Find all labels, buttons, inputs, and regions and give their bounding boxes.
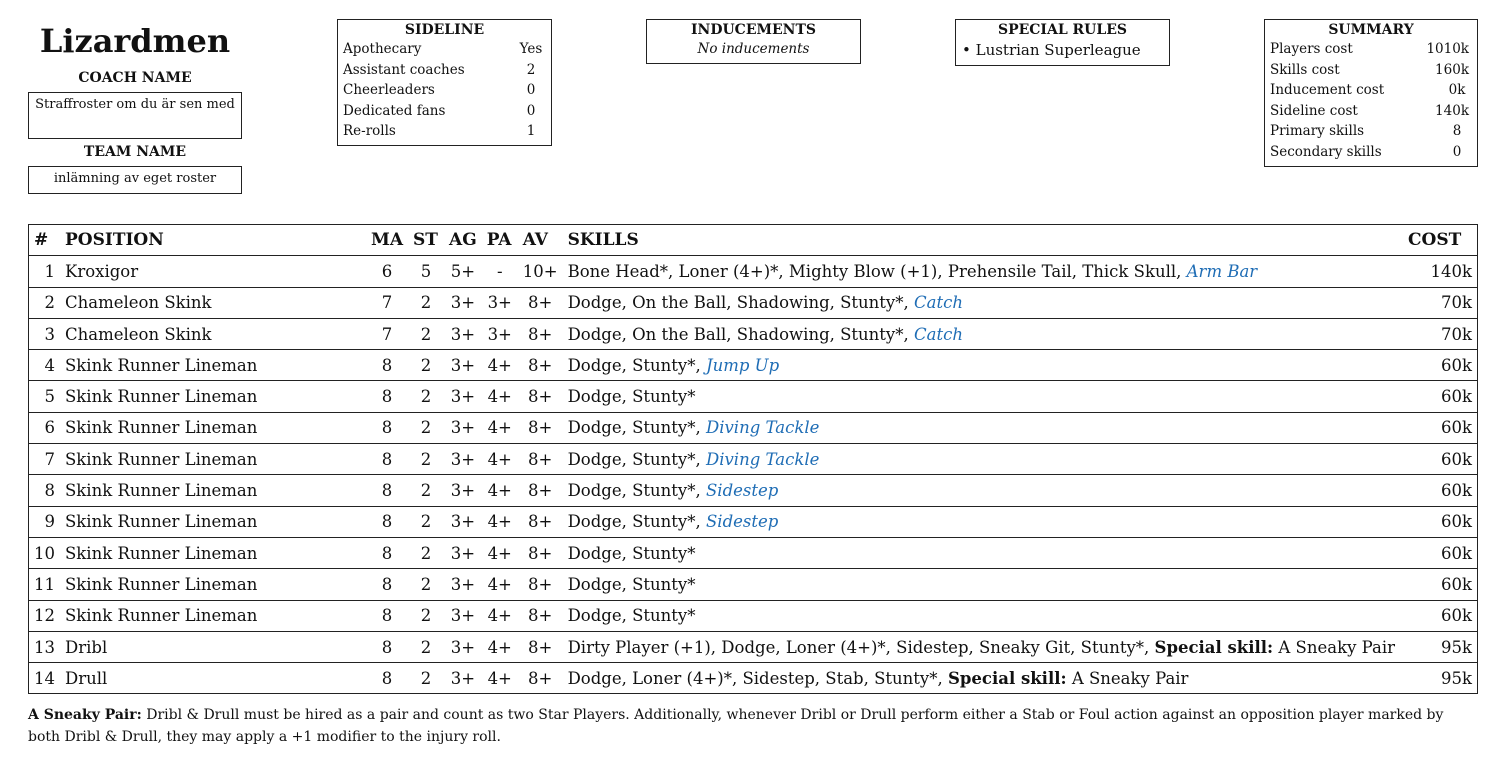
cell-ag: 5+ <box>444 256 482 287</box>
cell-ag: 3+ <box>444 631 482 662</box>
skills-text: Dodge, Stunty*, <box>567 449 706 469</box>
advancement-skill: Sidestep <box>705 481 779 501</box>
cell-av: 8+ <box>518 537 563 568</box>
skills-text: Bone Head*, Loner (4+)*, Mighty Blow (+1), Prehensile Tail, Thick Skull, <box>567 261 1187 281</box>
cell-number: 13 <box>29 631 61 662</box>
advancement-skill: Jump Up <box>705 355 780 375</box>
cell-pa: 4+ <box>482 506 518 537</box>
cell-av: 8+ <box>518 287 563 318</box>
cell-position: Skink Runner Lineman <box>60 600 366 631</box>
cell-pa: 4+ <box>482 350 518 381</box>
cell-skills <box>563 381 1403 412</box>
cell-number: 8 <box>29 475 61 506</box>
roster-header-row <box>29 225 1478 256</box>
cell-position: Skink Runner Lineman <box>60 381 366 412</box>
col-skills: SKILLS <box>563 225 1403 256</box>
cell-pa: 4+ <box>482 537 518 568</box>
cell-position: Drull <box>60 663 366 694</box>
cell-ag: 3+ <box>444 475 482 506</box>
cell-pa: 4+ <box>482 663 518 694</box>
cell-position: Skink Runner Lineman <box>60 475 366 506</box>
cell-skills <box>563 475 1403 506</box>
table-row <box>29 600 1478 631</box>
cell-ma: 8 <box>366 569 408 600</box>
inducements-box <box>646 19 861 64</box>
cell-av: 8+ <box>518 569 563 600</box>
summary-value: 1010k <box>1426 41 1469 57</box>
cell-position: Skink Runner Lineman <box>60 350 366 381</box>
skills-text: Dodge, Stunty*, <box>567 512 706 532</box>
sideline-value: 0 <box>526 82 536 98</box>
cell-pa: 3+ <box>482 318 518 349</box>
cell-st: 2 <box>408 475 444 506</box>
summary-value: 8 <box>1452 123 1462 139</box>
sideline-row <box>338 60 551 81</box>
sideline-value: 0 <box>526 102 536 119</box>
summary-value: 0k <box>1448 82 1466 98</box>
cell-pa: 3+ <box>482 287 518 318</box>
summary-row <box>1265 121 1477 142</box>
cell-cost: 60k <box>1403 600 1478 631</box>
cell-av: 8+ <box>518 600 563 631</box>
cell-cost: 60k <box>1403 506 1478 537</box>
cell-cost: 60k <box>1403 412 1478 443</box>
cell-position: Kroxigor <box>60 256 366 287</box>
skills-text: Dodge, Stunty*, <box>567 355 706 375</box>
team-title: Lizardmen <box>39 22 231 60</box>
skills-text: Dodge, On the Ball, Shadowing, Stunty*, <box>567 293 914 313</box>
cell-position: Skink Runner Lineman <box>60 444 366 475</box>
cell-number: 5 <box>29 381 61 412</box>
cell-cost: 95k <box>1403 631 1478 662</box>
cell-av: 8+ <box>518 318 563 349</box>
sideline-label: Assistant coaches <box>343 61 465 78</box>
cell-pa: 4+ <box>482 631 518 662</box>
cell-skills <box>563 631 1403 662</box>
cell-st: 2 <box>408 506 444 537</box>
cell-ag: 3+ <box>444 569 482 600</box>
cell-st: 2 <box>408 350 444 381</box>
summary-box <box>1264 19 1478 167</box>
cell-ag: 3+ <box>444 287 482 318</box>
table-row <box>29 444 1478 475</box>
cell-st: 2 <box>408 631 444 662</box>
skills-text: Dodge, Stunty* <box>567 606 696 626</box>
col-position: POSITION <box>60 225 366 256</box>
cell-ma: 8 <box>366 475 408 506</box>
special-rules-box <box>955 19 1170 66</box>
cell-st: 2 <box>408 412 444 443</box>
summary-title: SUMMARY <box>1328 22 1414 38</box>
table-row <box>29 506 1478 537</box>
table-row <box>29 537 1478 568</box>
cell-ma: 8 <box>366 444 408 475</box>
cell-cost: 60k <box>1403 350 1478 381</box>
cell-skills <box>563 506 1403 537</box>
cell-cost: 60k <box>1403 569 1478 600</box>
footnote <box>28 704 1468 748</box>
cell-st: 2 <box>408 444 444 475</box>
table-row <box>29 475 1478 506</box>
cell-cost: 95k <box>1403 663 1478 694</box>
sideline-row <box>338 101 551 122</box>
summary-label: Players cost <box>1270 41 1353 57</box>
cell-ma: 8 <box>366 412 408 443</box>
col-cost: COST <box>1403 225 1478 256</box>
cell-ma: 6 <box>366 256 408 287</box>
team-name-field: inlämning av eget roster <box>28 166 242 194</box>
cell-cost: 70k <box>1403 287 1478 318</box>
cell-ma: 7 <box>366 287 408 318</box>
cell-number: 10 <box>29 537 61 568</box>
cell-number: 11 <box>29 569 61 600</box>
cell-ag: 3+ <box>444 600 482 631</box>
cell-pa: 4+ <box>482 412 518 443</box>
cell-position: Chameleon Skink <box>60 318 366 349</box>
cell-av: 8+ <box>518 444 563 475</box>
cell-pa: 4+ <box>482 475 518 506</box>
cell-av: 8+ <box>518 350 563 381</box>
summary-row <box>1265 142 1477 163</box>
cell-ma: 8 <box>366 631 408 662</box>
special-skill-label: Special skill: <box>947 668 1067 688</box>
cell-st: 2 <box>408 569 444 600</box>
cell-st: 2 <box>408 287 444 318</box>
col-st: ST <box>408 225 444 256</box>
advancement-skill: Diving Tackle <box>705 418 820 438</box>
cell-number: 9 <box>29 506 61 537</box>
skills-text: Dirty Player (+1), Dodge, Loner (4+)*, Sidestep, Sneaky Git, Stunty*, <box>567 637 1155 657</box>
cell-pa: 4+ <box>482 444 518 475</box>
cell-position: Chameleon Skink <box>60 287 366 318</box>
cell-cost: 60k <box>1403 444 1478 475</box>
special-skill-label: Special skill: <box>1154 637 1274 657</box>
summary-row <box>1265 60 1477 81</box>
sideline-label: Cheerleaders <box>343 82 435 98</box>
cell-cost: 140k <box>1403 256 1478 287</box>
col-number: # <box>29 225 61 256</box>
skills-text: Dodge, On the Ball, Shadowing, Stunty*, <box>567 324 914 344</box>
table-row <box>29 287 1478 318</box>
summary-label: Inducement cost <box>1270 82 1385 98</box>
cell-position: Dribl <box>60 631 366 662</box>
cell-number: 1 <box>29 256 61 287</box>
cell-position: Skink Runner Lineman <box>60 506 366 537</box>
sideline-value: Yes <box>519 41 543 57</box>
roster-table <box>28 224 1478 694</box>
cell-ma: 8 <box>366 537 408 568</box>
cell-pa: 4+ <box>482 569 518 600</box>
sideline-label: Dedicated fans <box>343 102 446 119</box>
cell-cost: 60k <box>1403 381 1478 412</box>
summary-row <box>1265 101 1477 122</box>
cell-position: Skink Runner Lineman <box>60 412 366 443</box>
cell-cost: 60k <box>1403 537 1478 568</box>
summary-value: 140k <box>1435 102 1469 119</box>
cell-ag: 3+ <box>444 381 482 412</box>
inducements-empty: No inducements <box>697 41 810 57</box>
skills-text: Dodge, Stunty*, <box>567 481 706 501</box>
cell-ma: 8 <box>366 381 408 412</box>
cell-st: 2 <box>408 663 444 694</box>
cell-av: 8+ <box>518 663 563 694</box>
cell-number: 3 <box>29 318 61 349</box>
cell-ag: 3+ <box>444 318 482 349</box>
advancement-skill: Arm Bar <box>1186 261 1258 281</box>
skills-text: Dodge, Stunty* <box>567 387 696 407</box>
inducements-title: INDUCEMENTS <box>690 22 816 38</box>
cell-number: 7 <box>29 444 61 475</box>
sideline-label: Re-rolls <box>343 123 396 139</box>
special-skill-text: A Sneaky Pair <box>1066 668 1189 688</box>
skills-text: Dodge, Stunty* <box>567 543 696 563</box>
col-av: AV <box>518 225 563 256</box>
footnote-label: A Sneaky Pair: <box>28 707 142 723</box>
table-row <box>29 569 1478 600</box>
cell-ma: 7 <box>366 318 408 349</box>
sideline-title: SIDELINE <box>404 22 485 38</box>
skills-text: Dodge, Stunty*, <box>567 418 706 438</box>
special-rule-item: • Lustrian Superleague <box>962 41 1141 59</box>
cell-skills <box>563 256 1403 287</box>
cell-ag: 3+ <box>444 663 482 694</box>
table-row <box>29 256 1478 287</box>
cell-cost: 70k <box>1403 318 1478 349</box>
cell-av: 8+ <box>518 475 563 506</box>
cell-number: 4 <box>29 350 61 381</box>
advancement-skill: Catch <box>914 293 963 313</box>
table-row <box>29 412 1478 443</box>
cell-av: 8+ <box>518 631 563 662</box>
cell-skills <box>563 287 1403 318</box>
cell-skills <box>563 569 1403 600</box>
advancement-skill: Diving Tackle <box>705 449 820 469</box>
summary-row <box>1265 80 1477 101</box>
sideline-row <box>338 80 551 101</box>
cell-ma: 8 <box>366 350 408 381</box>
summary-label: Secondary skills <box>1270 143 1382 160</box>
team-name-label: TEAM NAME <box>83 144 187 160</box>
cell-number: 2 <box>29 287 61 318</box>
cell-pa: 4+ <box>482 381 518 412</box>
special-rules-title: SPECIAL RULES <box>997 22 1128 38</box>
sideline-row <box>338 39 551 60</box>
sideline-row <box>338 121 551 142</box>
summary-value: 0 <box>1452 143 1462 160</box>
table-row <box>29 318 1478 349</box>
cell-ma: 8 <box>366 663 408 694</box>
cell-ag: 3+ <box>444 537 482 568</box>
cell-position: Skink Runner Lineman <box>60 537 366 568</box>
cell-ag: 3+ <box>444 412 482 443</box>
cell-skills <box>563 600 1403 631</box>
cell-number: 6 <box>29 412 61 443</box>
cell-st: 2 <box>408 381 444 412</box>
table-row <box>29 663 1478 694</box>
cell-number: 14 <box>29 663 61 694</box>
cell-pa: 4+ <box>482 600 518 631</box>
col-pa: PA <box>482 225 518 256</box>
advancement-skill: Catch <box>914 324 963 344</box>
cell-st: 2 <box>408 318 444 349</box>
coach-name-label: COACH NAME <box>78 70 192 86</box>
cell-av: 10+ <box>518 256 563 287</box>
cell-cost: 60k <box>1403 475 1478 506</box>
summary-label: Skills cost <box>1270 61 1340 78</box>
cell-av: 8+ <box>518 412 563 443</box>
cell-skills <box>563 412 1403 443</box>
advancement-skill: Sidestep <box>705 512 779 532</box>
cell-number: 12 <box>29 600 61 631</box>
cell-pa: - <box>482 256 518 287</box>
cell-ma: 8 <box>366 600 408 631</box>
special-skill-text: A Sneaky Pair <box>1273 637 1396 657</box>
table-row <box>29 631 1478 662</box>
cell-position: Skink Runner Lineman <box>60 569 366 600</box>
sideline-value: 1 <box>526 123 536 139</box>
skills-text: Dodge, Loner (4+)*, Sidestep, Stab, Stunty*, <box>567 668 948 688</box>
cell-skills <box>563 537 1403 568</box>
cell-skills <box>563 663 1403 694</box>
col-ma: MA <box>366 225 408 256</box>
sideline-value: 2 <box>526 61 536 78</box>
summary-label: Primary skills <box>1270 123 1365 139</box>
cell-skills <box>563 318 1403 349</box>
cell-st: 2 <box>408 537 444 568</box>
cell-ma: 8 <box>366 506 408 537</box>
cell-skills <box>563 444 1403 475</box>
cell-av: 8+ <box>518 506 563 537</box>
cell-st: 5 <box>408 256 444 287</box>
cell-st: 2 <box>408 600 444 631</box>
coach-name-field: Straffroster om du är sen med <box>28 92 242 139</box>
table-row <box>29 350 1478 381</box>
summary-row <box>1265 39 1477 60</box>
summary-value: 160k <box>1435 61 1469 78</box>
table-row <box>29 381 1478 412</box>
skills-text: Dodge, Stunty* <box>567 574 696 594</box>
cell-av: 8+ <box>518 381 563 412</box>
cell-ag: 3+ <box>444 350 482 381</box>
sideline-label: Apothecary <box>343 41 422 57</box>
cell-ag: 3+ <box>444 506 482 537</box>
footnote-text: Dribl & Drull must be hired as a pair and count as two Star Players. Additionally, whenever Dribl or Drull perform either a Stab or Foul action against an opposition player marked by both Dribl & Drull, they may apply a +1 modifier to the injury roll. <box>28 707 1444 745</box>
summary-label: Sideline cost <box>1270 102 1358 119</box>
sideline-box <box>337 19 552 146</box>
cell-ag: 3+ <box>444 444 482 475</box>
col-ag: AG <box>444 225 482 256</box>
cell-skills <box>563 350 1403 381</box>
